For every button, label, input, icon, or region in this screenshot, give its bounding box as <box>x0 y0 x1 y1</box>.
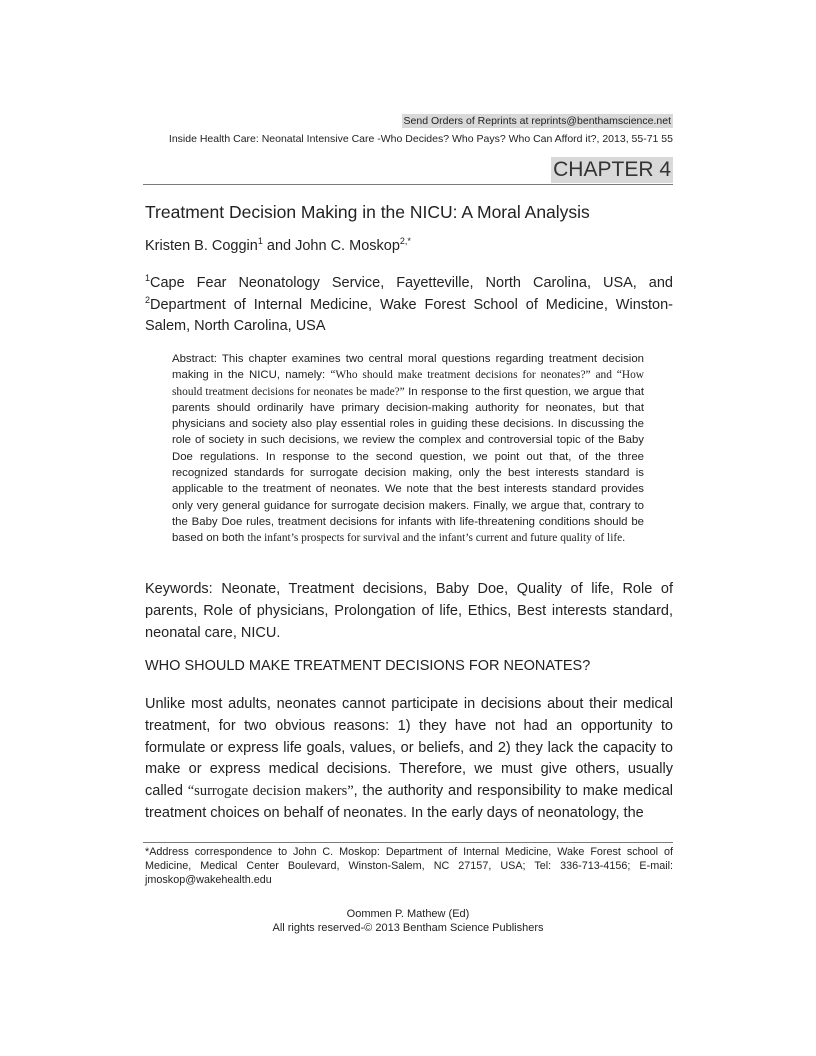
section-heading: WHO SHOULD MAKE TREATMENT DECISIONS FOR NEONATES? <box>145 658 591 674</box>
author-line <box>145 238 411 254</box>
header-divider <box>143 184 673 185</box>
rights-line: All rights reserved-© 2013 Bentham Science Publishers <box>272 922 544 934</box>
abstract-text-1: This chapter examines two central moral questions regarding treatment decision making in the NICU, namely: <box>172 353 644 382</box>
abstract-text-3: the infant’s prospects for survival and the infant’s current and future quality of life. <box>247 532 626 545</box>
affiliation-1: Cape Fear Neonatology Service, Fayetteville, North Carolina, USA, and <box>150 275 673 291</box>
author-1-affiliation-mark: 1 <box>257 236 263 247</box>
running-head: Inside Health Care: Neonatal Intensive Care -Who Decides? Who Pays? Who Can Afford it?, 2013, 55-71 55 <box>168 133 673 145</box>
body-text-2: , the authority and responsibility to make medical treatment choices on behalf of neonates. In the early days of neonatology, the <box>145 783 673 821</box>
correspondence-footnote: *Address correspondence to John C. Moskop: Department of Internal Medicine, Wake Forest school of Medicine, Medical Center Boulevard, Winston-Salem, NC 27157, USA; Tel: 336-713-4156; E-mail: jmoskop@wakehealth.edu <box>145 846 673 886</box>
footnote-divider <box>143 842 673 843</box>
abstract <box>172 351 644 547</box>
body-paragraph <box>145 694 673 825</box>
author-1: Kristen B. Coggin <box>145 238 258 254</box>
affiliation-1-mark: 1 <box>145 273 151 284</box>
author-2: and John C. Moskop <box>262 238 400 254</box>
chapter-label: CHAPTER 4 <box>553 158 671 181</box>
affiliations <box>145 273 673 338</box>
keywords <box>145 578 673 644</box>
keywords-text: Neonate, Treatment decisions, Baby Doe, Quality of life, Role of parents, Role of physicians, Prolongation of life, Ethics, Best interests standard, neonatal care, NICU. <box>145 581 673 641</box>
editor-line: Oommen P. Mathew (Ed) <box>346 908 470 920</box>
affiliation-2-mark: 2 <box>145 294 151 305</box>
body-text-1: Unlike most adults, neonates cannot participate in decisions about their medical treatment, for two obvious reasons: 1) they have not had an opportunity to formulate or express life goals, values, or beliefs, and 2) they lack the capacity to make or express medical decisions. Therefore, we must give others, usually called <box>145 696 673 800</box>
affiliation-2: Department of Internal Medicine, Wake Forest School of Medicine, Winston-Salem, North Carolina, USA <box>145 296 673 334</box>
abstract-questions: “Who should make treatment decisions for neonates?” and “How should treatment decisions for neonates be made?” <box>172 369 644 398</box>
reprints-notice: Send Orders of Reprints at reprints@benthamscience.net <box>403 115 671 127</box>
abstract-label: Abstract: <box>172 353 217 365</box>
article-title: Treatment Decision Making in the NICU: A Moral Analysis <box>145 202 590 222</box>
keywords-label: Keywords: <box>145 581 213 597</box>
body-quote: “surrogate decision makers” <box>187 783 354 800</box>
author-2-affiliation-mark: 2,* <box>399 236 411 247</box>
abstract-text-2: In response to the first question, we argue that parents should ordinarily have primary decision-making authority for neonates, but that physicians and society also play essential roles in guiding these decisions. In discussing the role of society in such decisions, we review the complex and controversial topic of the Baby Doe regulations. In response to the second question, we point out that, of the three recognized standards for surrogate decision making, only the best interests standard is applicable to the treatment of neonates. We note that the best interests standard provides only very general guidance for surrogate decision makers. Finally, we argue that, contrary to the Baby Doe rules, treatment decisions for infants with life-threatening conditions should be based on both <box>172 385 644 545</box>
